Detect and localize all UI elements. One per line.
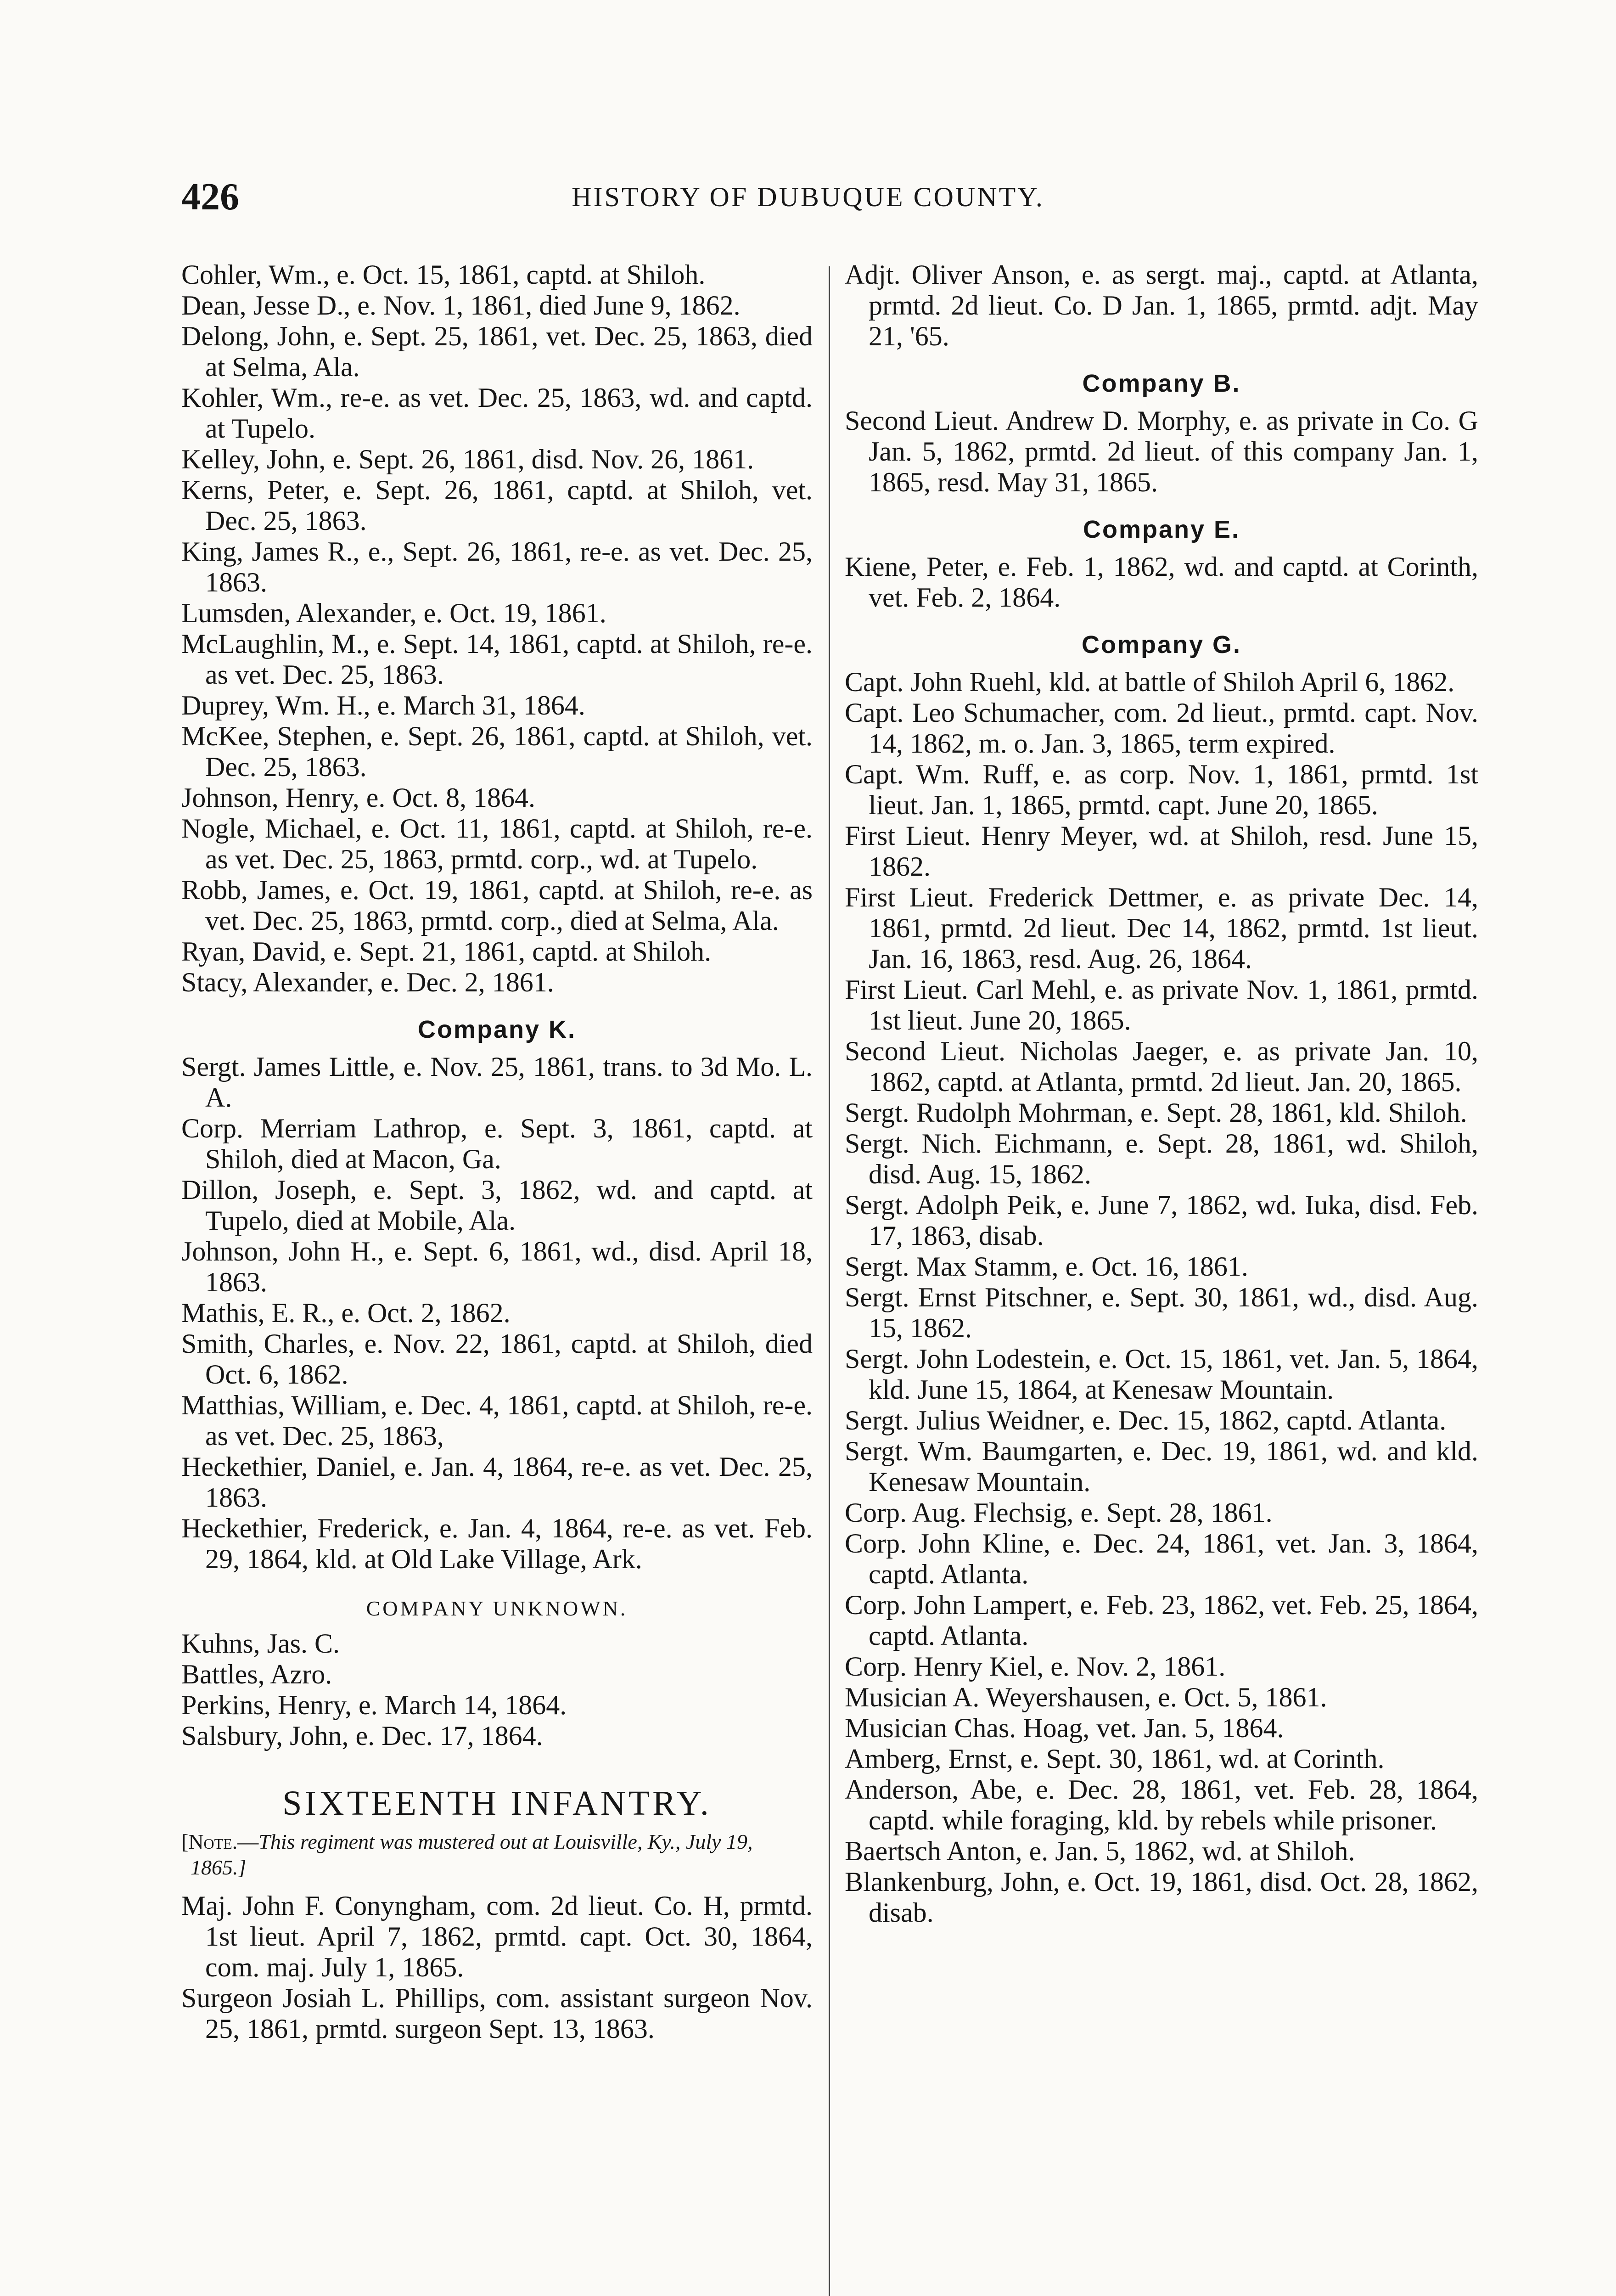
right-column	[845, 259, 1478, 1928]
regiment-title: SIXTEENTH INFANTRY.	[282, 1784, 712, 1823]
roster-entry: Cohler, Wm., e. Oct. 15, 1861, captd. at Shiloh.	[181, 259, 706, 290]
note-lead: [Note.—	[181, 1830, 259, 1853]
roster-entry: Blankenburg, John, e. Oct. 19, 1861, disd. Oct. 28, 1862, disab.	[845, 1867, 1478, 1928]
roster-entry: Sergt. Rudolph Mohrman, e. Sept. 28, 1861, kld. Shiloh.	[845, 1097, 1467, 1128]
roster-entry: Second Lieut. Andrew D. Morphy, e. as private in Co. G Jan. 5, 1862, prmtd. 2d lieut. of this company Jan. 1, 1865, resd. May 31, 1865.	[845, 405, 1478, 497]
company-b-heading: Company B.	[1082, 370, 1241, 397]
roster-entry: Kerns, Peter, e. Sept. 26, 1861, captd. at Shiloh, vet. Dec. 25, 1863.	[181, 475, 813, 536]
roster-entry: Maj. John F. Conyngham, com. 2d lieut. Co. H, prmtd. 1st lieut. April 7, 1862, prmtd. capt. Oct. 30, 1864, com. maj. July 1, 1865.	[181, 1891, 813, 1982]
roster-entry: Kiene, Peter, e. Feb. 1, 1862, wd. and captd. at Corinth, vet. Feb. 2, 1864.	[845, 551, 1478, 613]
roster-entry: First Lieut. Henry Meyer, wd. at Shiloh, resd. June 15, 1862.	[845, 821, 1478, 882]
company-e-entries	[845, 551, 1478, 613]
roster-entry: Stacy, Alexander, e. Dec. 2, 1861.	[181, 967, 554, 997]
roster-entry: McKee, Stephen, e. Sept. 26, 1861, captd. at Shiloh, vet. Dec. 25, 1863.	[181, 721, 813, 782]
roster-entry: Johnson, Henry, e. Oct. 8, 1864.	[181, 782, 536, 813]
roster-entry: Delong, John, e. Sept. 25, 1861, vet. Dec. 25, 1863, died at Selma, Ala.	[181, 321, 813, 382]
roster-entry: Surgeon Josiah L. Phillips, com. assistant surgeon Nov. 25, 1861, prmtd. surgeon Sept. 13, 1863.	[181, 1983, 813, 2044]
roster-entry: First Lieut. Frederick Dettmer, e. as private Dec. 14, 1861, prmtd. 2d lieut. Dec 14, 1862, prmtd. 1st lieut. Jan. 16, 1863, resd. Aug. 26, 1864.	[845, 882, 1478, 974]
roster-entry: Salsbury, John, e. Dec. 17, 1864.	[181, 1721, 543, 1751]
regiment-note	[181, 1829, 813, 1880]
roster-entry: Heckethier, Frederick, e. Jan. 4, 1864, re-e. as vet. Feb. 29, 1864, kld. at Old Lake Village, Ark.	[181, 1513, 813, 1574]
roster-entry: Matthias, William, e. Dec. 4, 1861, captd. at Shiloh, re-e. as vet. Dec. 25, 1863,	[181, 1390, 813, 1451]
roster-entry: Sergt. Wm. Baumgarten, e. Dec. 19, 1861, wd. and kld. Kenesaw Mountain.	[845, 1436, 1478, 1497]
company-unknown-entries	[181, 1628, 813, 1751]
roster-entry: Kuhns, Jas. C.	[181, 1628, 340, 1659]
roster-entry: Dean, Jesse D., e. Nov. 1, 1861, died June 9, 1862.	[181, 290, 741, 321]
roster-entry: Sergt. Adolph Peik, e. June 7, 1862, wd. Iuka, disd. Feb. 17, 1863, disab.	[845, 1190, 1478, 1251]
roster-entry: Kelley, John, e. Sept. 26, 1861, disd. Nov. 26, 1861.	[181, 444, 754, 474]
roster-entry: Lumsden, Alexander, e. Oct. 19, 1861.	[181, 598, 606, 628]
roster-entry: Capt. Leo Schumacher, com. 2d lieut., prmtd. capt. Nov. 14, 1862, m. o. Jan. 3, 1865, term expired.	[845, 698, 1478, 759]
company-e-heading: Company E.	[1083, 516, 1240, 543]
roster-entry: Mathis, E. R., e. Oct. 2, 1862.	[181, 1298, 511, 1328]
roster-entry: Robb, James, e. Oct. 19, 1861, captd. at Shiloh, re-e. as vet. Dec. 25, 1863, prmtd. corp., died at Selma, Ala.	[181, 875, 813, 936]
left-column	[181, 259, 813, 2044]
roster-entry: Dillon, Joseph, e. Sept. 3, 1862, wd. and captd. at Tupelo, died at Mobile, Ala.	[181, 1175, 813, 1236]
roster-entry: Sergt. James Little, e. Nov. 25, 1861, trans. to 3d Mo. L. A.	[181, 1052, 813, 1113]
roster-entry: Sergt. Nich. Eichmann, e. Sept. 28, 1861, wd. Shiloh, disd. Aug. 15, 1862.	[845, 1128, 1478, 1189]
roster-entry: Musician A. Weyershausen, e. Oct. 5, 1861.	[845, 1682, 1327, 1712]
roster-entry: King, James R., e., Sept. 26, 1861, re-e. as vet. Dec. 25, 1863.	[181, 536, 813, 597]
company-g-entries	[845, 667, 1478, 1928]
roster-entry: First Lieut. Carl Mehl, e. as private Nov. 1, 1861, prmtd. 1st lieut. June 20, 1865.	[845, 974, 1478, 1035]
roster-entry: Perkins, Henry, e. March 14, 1864.	[181, 1690, 567, 1720]
roster-entry: Capt. John Ruehl, kld. at battle of Shiloh April 6, 1862.	[845, 667, 1455, 697]
roster-entry: Nogle, Michael, e. Oct. 11, 1861, captd. at Shiloh, re-e. as vet. Dec. 25, 1863, prmtd. corp., wd. at Tupelo.	[181, 813, 813, 874]
roster-entry: Capt. Wm. Ruff, e. as corp. Nov. 1, 1861, prmtd. 1st lieut. Jan. 1, 1865, prmtd. capt. June 20, 1865.	[845, 759, 1478, 820]
roster-entry: Musician Chas. Hoag, vet. Jan. 5, 1864.	[845, 1713, 1284, 1743]
roster-entry: Corp. Merriam Lathrop, e. Sept. 3, 1861, captd. at Shiloh, died at Macon, Ga.	[181, 1113, 813, 1174]
roster-entry: Corp. Henry Kiel, e. Nov. 2, 1861.	[845, 1651, 1226, 1682]
company-unknown-heading: COMPANY UNKNOWN.	[366, 1597, 628, 1620]
company-b-entries	[845, 405, 1478, 498]
roster-entry: Kohler, Wm., re-e. as vet. Dec. 25, 1863, wd. and captd. at Tupelo.	[181, 383, 813, 444]
roster-entry: Corp. Aug. Flechsig, e. Sept. 28, 1861.	[845, 1497, 1273, 1528]
page-number: 426	[181, 175, 239, 218]
roster-entry: Johnson, John H., e. Sept. 6, 1861, wd., disd. April 18, 1863.	[181, 1236, 813, 1297]
roster-entry: Corp. John Lampert, e. Feb. 23, 1862, vet. Feb. 25, 1864, captd. Atlanta.	[845, 1590, 1478, 1651]
roster-entry: Battles, Azro.	[181, 1659, 332, 1689]
roster-entry: Heckethier, Daniel, e. Jan. 4, 1864, re-e. as vet. Dec. 25, 1863.	[181, 1452, 813, 1513]
roster-entry: Sergt. Julius Weidner, e. Dec. 15, 1862, captd. Atlanta.	[845, 1405, 1447, 1435]
roster-entry: Ryan, David, e. Sept. 21, 1861, captd. at Shiloh.	[181, 936, 712, 967]
page-header	[0, 174, 1616, 230]
roster-entry: Sergt. Ernst Pitschner, e. Sept. 30, 1861, wd., disd. Aug. 15, 1862.	[845, 1282, 1478, 1343]
roster-entry: Smith, Charles, e. Nov. 22, 1861, captd. at Shiloh, died Oct. 6, 1862.	[181, 1328, 813, 1390]
company-k-heading: Company K.	[417, 1016, 577, 1043]
roster-entry: Corp. John Kline, e. Dec. 24, 1861, vet. Jan. 3, 1864, captd. Atlanta.	[845, 1528, 1478, 1589]
note-text: This regiment was mustered out at Louisville, Ky., July 19, 1865.]	[191, 1830, 753, 1879]
company-g-heading: Company G.	[1081, 631, 1242, 658]
column-divider	[829, 266, 830, 2296]
entry-list	[845, 259, 1478, 352]
company-k-entries	[181, 1052, 813, 1575]
roster-entry: Adjt. Oliver Anson, e. as sergt. maj., captd. at Atlanta, prmtd. 2d lieut. Co. D Jan. 1, 1865, prmtd. adjt. May 21, '65.	[845, 259, 1478, 351]
roster-entry: Sergt. Max Stamm, e. Oct. 16, 1861.	[845, 1251, 1248, 1282]
roster-entry: McLaughlin, M., e. Sept. 14, 1861, captd. at Shiloh, re-e. as vet. Dec. 25, 1863.	[181, 629, 813, 690]
sixteenth-entries	[181, 1891, 813, 2044]
roster-entry: Anderson, Abe, e. Dec. 28, 1861, vet. Feb. 28, 1864, captd. while foraging, kld. by rebels while prisoner.	[845, 1774, 1478, 1835]
roster-entry: Baertsch Anton, e. Jan. 5, 1862, wd. at Shiloh.	[845, 1836, 1355, 1866]
roster-entry: Sergt. John Lodestein, e. Oct. 15, 1861, vet. Jan. 5, 1864, kld. June 15, 1864, at Kenesaw Mountain.	[845, 1344, 1478, 1405]
running-title: HISTORY OF DUBUQUE COUNTY.	[572, 182, 1044, 212]
roster-entry: Amberg, Ernst, e. Sept. 30, 1861, wd. at Corinth.	[845, 1744, 1385, 1774]
entry-list	[181, 259, 813, 998]
roster-entry: Second Lieut. Nicholas Jaeger, e. as private Jan. 10, 1862, captd. at Atlanta, prmtd. 2d lieut. Jan. 20, 1865.	[845, 1036, 1478, 1097]
roster-entry: Duprey, Wm. H., e. March 31, 1864.	[181, 690, 585, 720]
